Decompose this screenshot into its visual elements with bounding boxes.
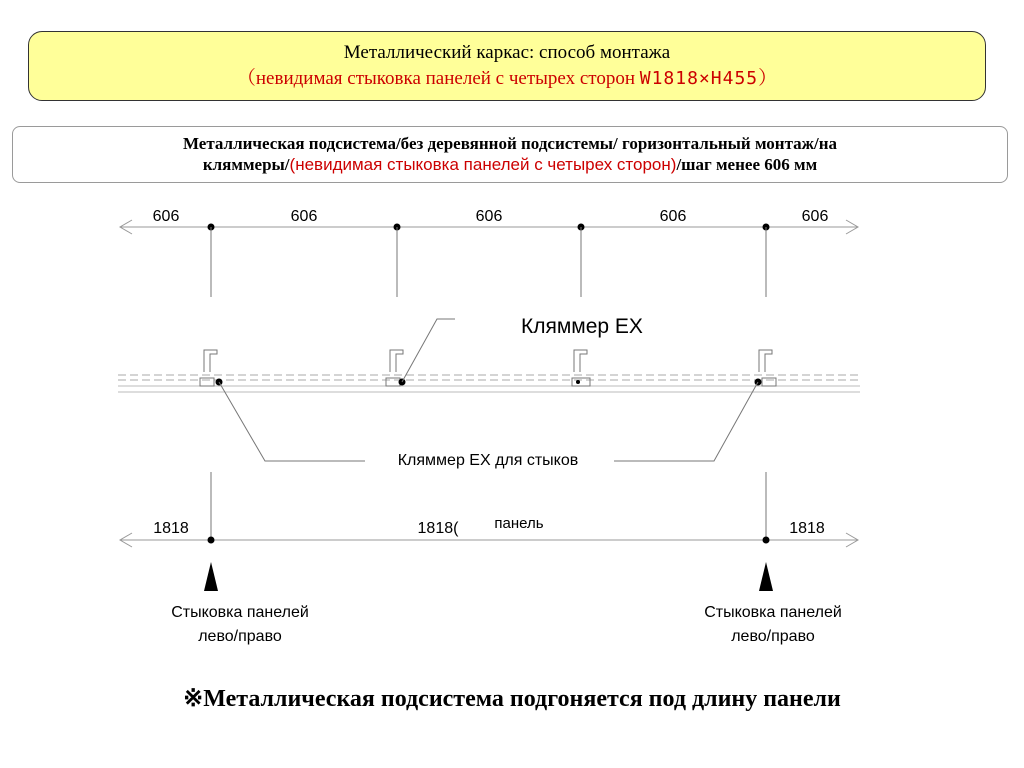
panel-length-mid: 1818(	[417, 520, 459, 537]
joint-left-label-1: Стыковка панелей	[171, 604, 309, 621]
panel-section	[118, 375, 860, 392]
joint-arrow-left	[204, 562, 218, 591]
vertical-studs	[211, 227, 766, 297]
spacing-label: 606	[801, 208, 829, 225]
title-line-1: Металлический каркас: способ монтажа	[343, 42, 671, 63]
clip-shape	[200, 350, 217, 386]
joint-leader-right	[614, 382, 758, 461]
subtitle-line-1: Металлическая подсистема/без деревянной подсистемы/ горизонтальный монтаж/на	[182, 134, 837, 153]
joint-point	[763, 537, 770, 544]
panel-word-label: панель	[494, 515, 544, 532]
clip-leader-line	[402, 319, 455, 382]
joint-arrow-right	[759, 562, 773, 591]
spacing-dimension	[120, 208, 858, 234]
joint-right-label-2: лево/право	[731, 628, 815, 645]
bottom-note: ※Металлическая подсистема подгоняется под длину панели	[183, 686, 841, 712]
joint-point	[208, 537, 215, 544]
clip-shape	[572, 350, 590, 386]
clip-point	[576, 380, 580, 384]
clip-label: Кляммер EX	[521, 315, 643, 338]
joint-right-label-1: Стыковка панелей	[704, 604, 842, 621]
clip-shape	[759, 350, 776, 386]
spacing-label: 606	[659, 208, 687, 225]
spacing-label: 606	[152, 208, 180, 225]
spacing-label: 606	[290, 208, 318, 225]
spacing-label: 606	[475, 208, 503, 225]
panel-dimension	[120, 472, 858, 547]
panel-length-left: 1818	[153, 520, 189, 537]
clips	[200, 350, 776, 386]
title-line-2: （невидимая стыковка панелей с четырех сторон W1818×H455）	[236, 68, 778, 89]
joint-leader-left	[219, 382, 365, 461]
joint-left-label-2: лево/право	[198, 628, 282, 645]
subtitle-line-2: кляммеры/(невидимая стыковка панелей с четырех сторон)/шаг менее 606 мм	[202, 155, 818, 174]
panel-length-right: 1818	[789, 520, 825, 537]
joint-clip-label: Кляммер EX для стыков	[397, 452, 579, 469]
